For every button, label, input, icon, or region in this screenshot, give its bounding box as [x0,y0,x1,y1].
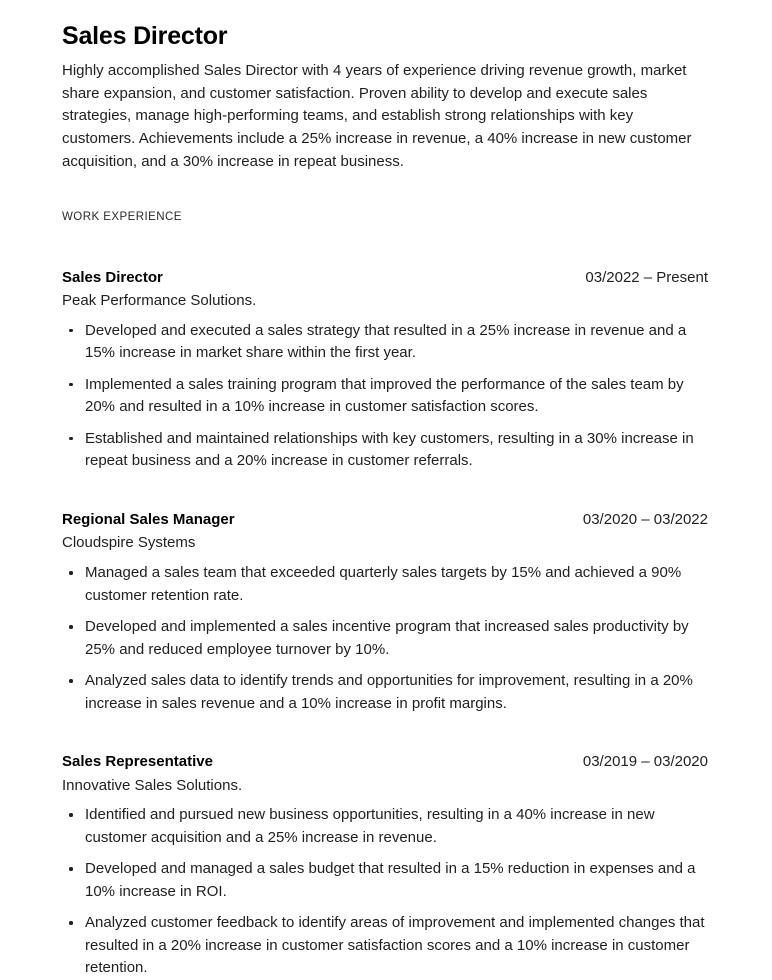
experience-entry-header [62,510,708,530]
job-bullet: Identified and pursued new business opportunities, resulting in a 40% increase in new customer acquisition and a 25% increase in revenue. [62,804,708,849]
job-dates: 03/2020 – 03/2022 [582,510,708,528]
work-experience-list [62,268,708,980]
job-title: Sales Representative [62,753,213,771]
job-bullet-list [62,562,708,715]
job-bullet-list [62,320,708,473]
company-name: Peak Performance Solutions. [62,292,257,310]
job-bullet: Established and maintained relationships with key customers, resulting in a 30% increase in repeat business and a 20% increase in customer referrals. [62,428,708,473]
job-bullet: Developed and executed a sales strategy that resulted in a 25% increase in revenue and a 15% increase in market share within the first year. [62,320,708,365]
job-bullet: Implemented a sales training program that improved the performance of the sales team by 20% and resulted in a 10% increase in customer satisfaction scores. [62,374,708,419]
job-dates: 03/2019 – 03/2020 [582,753,708,771]
page-title: Sales Director [62,22,228,50]
experience-entry [62,510,708,715]
job-bullet: Developed and implemented a sales incentive program that increased sales productivity by 25% and reduced employee turnover by 10%. [62,616,708,661]
experience-entry-header [62,268,708,288]
experience-entry [62,268,708,473]
job-bullet-list [62,804,708,980]
experience-entry [62,752,708,980]
professional-summary: Highly accomplished Sales Director with 4 years of experience driving revenue growth, market share expansion, and customer satisfaction. Proven ability to develop and execute sales strategies, manage high-performing teams, and establish strong relationships with key customers. Achievements include a 25% increase in revenue, a 40% increase in new customer acquisition, and a 30% increase in repeat business. [62,61,692,170]
job-bullet: Developed and managed a sales budget that resulted in a 15% reduction in expenses and a 10% increase in ROI. [62,858,708,903]
job-title: Sales Director [62,268,163,286]
job-dates: 03/2022 – Present [585,268,708,286]
section-header-work-experience: WORK EXPERIENCE [62,210,182,223]
job-bullet: Managed a sales team that exceeded quarterly sales targets by 15% and achieved a 90% customer retention rate. [62,562,708,607]
job-bullet: Analyzed sales data to identify trends and opportunities for improvement, resulting in a 20% increase in sales revenue and a 10% increase in profit margins. [62,670,708,715]
experience-entry-header [62,752,708,772]
job-title: Regional Sales Manager [62,510,235,528]
job-bullet: Analyzed customer feedback to identify areas of improvement and implemented changes that resulted in a 20% increase in customer satisfaction scores and a 10% increase in customer retention. [62,912,708,980]
company-name: Innovative Sales Solutions. [62,776,243,794]
company-name: Cloudspire Systems [62,534,196,552]
